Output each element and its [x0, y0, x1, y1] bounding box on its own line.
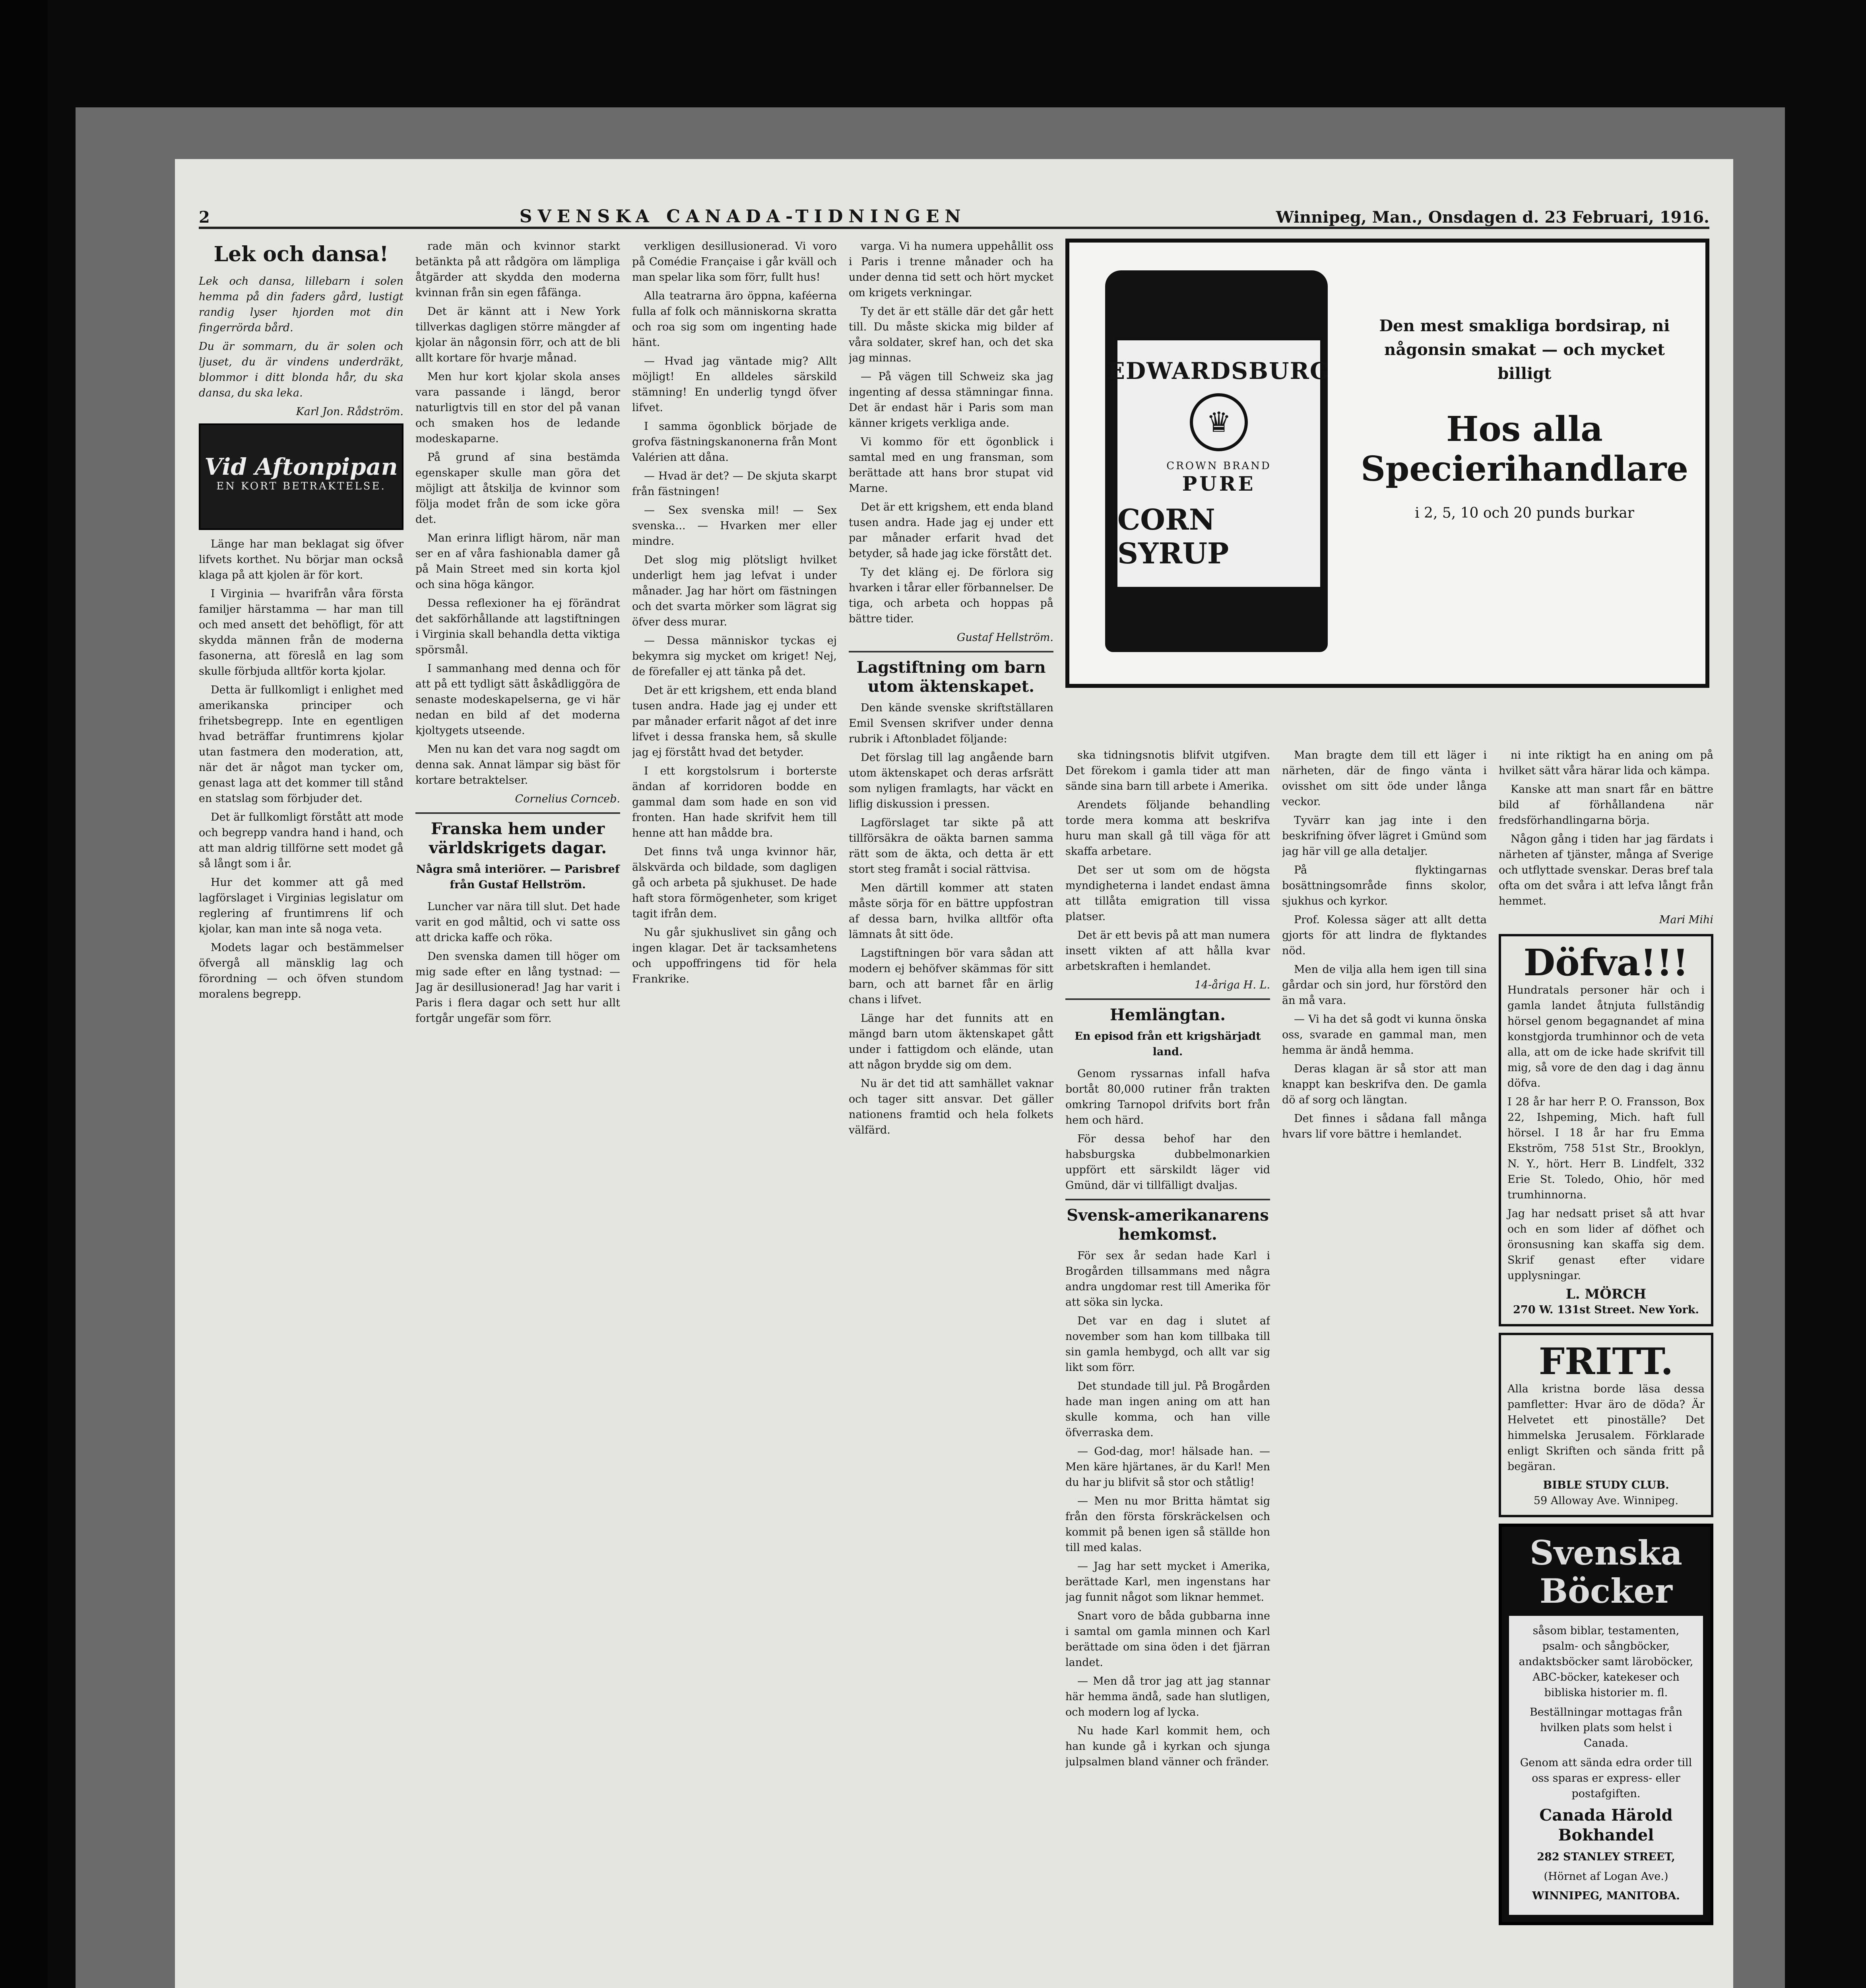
fritt-ad-body: Alla kristna borde läsa dessa pamfletter: Hvar äro de döda? Är Helvetet ett pinoställe? Det himmelska Jerusalem. Förklarade enligt Skriften och sända fritt på begäran.: [1507, 1383, 1705, 1473]
article-paragraph: Det finnes i sådana fall många hvars lif vore bättre i hemlandet.: [1282, 1112, 1487, 1140]
article-paragraph: — Men nu mor Britta hämtat sig från den första förskräckelsen och kommit på benen igen så ställde hon till med kalas.: [1065, 1495, 1270, 1554]
article-paragraph: — På vägen till Schweiz ska jag ingenting af dessa stämningar finna. Det är endast här i Paris som man känner krigets verkliga ande.: [849, 371, 1053, 429]
newspaper-title: SVENSKA CANADA-TIDNINGEN: [519, 206, 966, 227]
film-edge-left: [0, 0, 48, 1988]
article-paragraph: Man erinra lifligt härom, när man ser en af våra fashionabla damer gå på Main Street med sin korta kjol och sina höga kängor.: [415, 532, 620, 591]
column-6: [1282, 747, 1487, 1988]
article-paragraph: Luncher var nära till slut. Det hade varit en god måltid, och vi satte oss att dricka kaffe och röka.: [415, 901, 620, 944]
article-paragraph: Men därtill kommer att staten måste sörja för en bättre uppfostran af dessa barn, hvilka alltför ofta lämnats åt sitt öde.: [849, 882, 1053, 941]
article-paragraph: Deras klagan är så stor att man knappt kan beskrifva den. De gamla dö af sorg och längtan.: [1282, 1063, 1487, 1106]
article-signature: 14-åriga H. L.: [1194, 979, 1270, 991]
poem-line: Du är sommarn, du är solen och ljuset, du är vindens underdräkt, blommor i ditt blonda hår, du ska dansa, du ska leka.: [199, 340, 403, 399]
article-paragraph: ska tidningsnotis blifvit utgifven. Det förekom i gamla tider att man sände sina barn till arbete i Amerika.: [1065, 749, 1270, 792]
dateline: Winnipeg, Man., Onsdagen d. 23 Februari, 1916.: [1276, 208, 1709, 227]
books-ad-company: Canada Härold Bokhandel: [1539, 1806, 1673, 1844]
ad-tagline: Den mest smakliga bordsirap, ni någonsin smakat — och mycket billigt: [1379, 316, 1670, 383]
article-paragraph: Prof. Kolessa säger att allt detta gjorts för att lindra de flyktandes nöd.: [1282, 914, 1487, 957]
can-crown-text: CROWN BRAND: [1166, 460, 1271, 472]
article-subtitle: Några små interiörer. — Parisbref från Gustaf Hellström.: [416, 863, 620, 891]
article-paragraph: Det ser ut som om de högsta myndigheterna i landet endast ämna att tillåta emigration till vissa platser.: [1065, 864, 1270, 923]
article-paragraph: Ty det är ett ställe där det går hett till. Du måste skicka mig bilder af våra soldater, skref han, och det ska jag minnas.: [849, 305, 1053, 364]
article-paragraph: Genom ryssarnas infall hafva bortåt 80,000 rutiner från trakten omkring Tarnopol drifvits bort från hem och härd.: [1065, 1068, 1270, 1126]
article-paragraph: — Dessa människor tyckas ej bekymra sig mycket om kriget! Nej, de förefaller ej att tänka på det.: [632, 635, 837, 678]
article-signature: Mari Mihi: [1659, 914, 1713, 926]
dofva-ad-address: 270 W. 131st Street. New York.: [1513, 1304, 1699, 1316]
article-paragraph: — Hvad är det? — De skjuta skarpt från fästningen!: [632, 470, 837, 498]
poem-author: Karl Jon. Rådström.: [296, 406, 403, 418]
dofva-ad-title: Döfva!!!: [1523, 941, 1689, 984]
article-paragraph: I samma ögonblick började de grofva fästningskanonerna från Mont Valérien att dåna.: [632, 420, 837, 464]
article-paragraph: Men nu kan det vara nog sagdt om denna sak. Annat lämpar sig bäst för kortare betraktelser.: [415, 743, 620, 786]
article-paragraph: Det var en dag i slutet af november som han kom tillbaka till sin gamla hembygd, och allt var sig likt som förr.: [1065, 1315, 1270, 1374]
article-paragraph: rade män och kvinnor starkt betänkta på att rådgöra om lämpliga åtgärder att skydda den moderna kvinnan från sin egen fåfänga.: [415, 240, 620, 299]
article-paragraph: Kanske att man snart får en bättre bild af förhållandena när fredsförhandlingarna börja.: [1499, 783, 1713, 827]
article-paragraph: Ty det kläng ej. De förlora sig hvarken i tårar eller förbannelser. De tiga, och arbeta och hoppas på bättre tider.: [849, 566, 1053, 625]
article-paragraph: Nu går sjukhuslivet sin gång och ingen klagar. Det är tacksamhetens och uppoffringens tid för hela Frankrike.: [632, 926, 837, 985]
dofva-ad-closing: Jag har nedsatt priset så att hvar och en som lider af döfhet och öronsusning kan skaffa sig dem. Skrif genast efter vidare upplysningar.: [1507, 1208, 1705, 1282]
article-title: Hemlängtan.: [1110, 1006, 1226, 1024]
article-title: Svensk-amerikanarens hemkomst.: [1067, 1206, 1269, 1244]
article-paragraph: — Hvad jag väntade mig? Allt möjligt! En alldeles särskild stämning! En underlig tyngd öfver lifvet.: [632, 355, 837, 414]
corn-syrup-ad: [1065, 239, 1709, 688]
fritt-ad-title: FRITT.: [1538, 1340, 1674, 1383]
article-signature: Cornelius Cornceb.: [515, 793, 620, 805]
syrup-can-image: [1105, 270, 1331, 652]
article-subtitle: En episod från ett krigshärjadt land.: [1075, 1030, 1261, 1058]
article-paragraph: — Vi ha det så godt vi kunna önska oss, svarade en gammal man, men hemma är ändå hemma.: [1282, 1013, 1487, 1056]
article-paragraph: I Virginia — hvarifrån våra första familjer härstamma — har man till och med ansett det behöfligt, för att skydda männen från de moderna fasonerna, att föreslå en lag som skulle förbjuda alltför korta kjolar.: [199, 588, 403, 678]
aftonpipan-vignette: [199, 423, 403, 530]
article-paragraph: Lagförslaget tar sikte på att tillförsäkra de oäkta barnen samma rätt som de äkta, och detta är ett stort steg framåt i social rättvisa.: [849, 817, 1053, 876]
books-ad: [1499, 1524, 1713, 1925]
article-paragraph: Modets lagar och bestämmelser öfvergå all mänsklig lag och förordning — och öfven stundom moralens begrepp.: [199, 942, 403, 1000]
article-paragraph: Men hur kort kjolar skola anses vara passande i längd, beror naturligtvis till en stor del på vanan och smaken hos de ledande modeskaparne.: [415, 371, 620, 445]
column-4: [849, 239, 1053, 1988]
newspaper-page: [175, 159, 1733, 1988]
fritt-ad-club: BIBLE STUDY CLUB.: [1543, 1479, 1669, 1491]
can-brand: EDWARDSBURG: [1107, 357, 1331, 384]
article-paragraph: Det är fullkomligt förstått att mode och begrepp vandra hand i hand, och att man aldrig tillförne sett modet gå så långt som i år.: [199, 811, 403, 870]
article-paragraph: Detta är fullkomligt i enlighet med amerikanska principer och frihetsbegrepp. Inte en egentligen hvad beträffar fruntimrens kjolar utan fastmera den moderation, att, när det är något man tycker om, genast laga att det kommer till stånd en statslag som förbjuder det.: [199, 684, 403, 805]
article-paragraph: — Men då tror jag att jag stannar här hemma ändå, sade han slutligen, och modern log af lycka.: [1065, 1675, 1270, 1718]
article-paragraph: Tyvärr kan jag inte i den beskrifning öfver lägret i Gmünd som jag här vill ge alla detaljer.: [1282, 814, 1487, 858]
article-paragraph: På grund af sina bestämda egenskaper skulle man göra det möjligt att åtskilja de kvinnor som följa modet från de som icke göra det.: [415, 451, 620, 526]
article-paragraph: För sex år sedan hade Karl i Brogården tillsammans med några andra ungdomar rest till Amerika för att söka sin lycka.: [1065, 1250, 1270, 1309]
dofva-ad-name: L. MÖRCH: [1565, 1286, 1647, 1302]
article-paragraph: Lagstiftningen bör vara sådan att modern ej behöfver skämmas för sitt barn, och att barnet får en ärlig chans i lifvet.: [849, 947, 1053, 1006]
column-2: [415, 239, 620, 1988]
article-paragraph: I ett korgstolsrum i borterste ändan af korridoren bodde en gammal dam som hade en son vid fronten. Han hade skrifvit hem till henne att han mådde bra.: [632, 765, 837, 839]
article-paragraph: Den kände svenske skriftställaren Emil Svensen skrifver under denna rubrik i Aftonbladet följande:: [849, 702, 1053, 745]
article-paragraph: Någon gång i tiden har jag färdats i närheten af tjänster, många af Sverige och utflyttade svenskar. Deras bref tala ofta om det svåra i att lefva långt från hemmet.: [1499, 833, 1713, 907]
can-pure: PURE: [1182, 472, 1256, 495]
ad-sizes: i 2, 5, 10 och 20 punds burkar: [1415, 505, 1634, 521]
vignette-subtitle: EN KORT BETRAKTELSE.: [216, 480, 386, 492]
books-ad-street: 282 STANLEY STREET,: [1537, 1851, 1675, 1863]
column-1: [199, 239, 403, 1988]
article-paragraph: — Sex svenska mil! — Sex svenska... — Hvarken mer eller mindre.: [632, 504, 837, 547]
article-paragraph: Det förslag till lag angående barn utom äktenskapet och deras arfsrätt som nyligen framlagts, har väckt en liflig diskussion i pressen.: [849, 751, 1053, 810]
article-signature: Gustaf Hellström.: [956, 631, 1053, 644]
article-paragraph: varga. Vi ha numera uppehållit oss i Paris i trenne månader och ha under denna tid sett och hört mycket om krigets verkningar.: [849, 240, 1053, 299]
article-title: Lagstiftning om barn utom äktenskapet.: [856, 658, 1046, 696]
page-number: 2: [199, 208, 210, 227]
article-paragraph: Det slog mig plötsligt hvilket underligt hem jag lefvat i under månader. Jag har hört om fästningen och det svarta mörker som lägrat sig öfver dess murar.: [632, 554, 837, 628]
column-rule: [1065, 998, 1270, 1000]
article-paragraph: I sammanhang med denna och för att på ett tydligt sätt åskådliggöra de senaste modeskapelserna, ge vi här nedan en bild af det moderna kjoltygets utseende.: [415, 662, 620, 737]
books-ad-corner: (Hörnet af Logan Ave.): [1544, 1870, 1668, 1883]
article-paragraph: Alla teatrarna äro öppna, kaféerna fulla af folk och människorna skratta och roa sig som om ingenting hade hänt.: [632, 290, 837, 349]
article-paragraph: Det är ett krigshem, ett enda bland tusen andra. Hade jag ej under ett par månader erfarit något af det inre lifvet i dessa franska hem, så skulle jag ej förstått hvad det betyder.: [632, 684, 837, 759]
article-paragraph: På flyktingarnas bosättningsområde finns skolor, sjukhus och kyrkor.: [1282, 864, 1487, 907]
article-paragraph: Arendets följande behandling torde mera komma att beskrifva huru man skall gå till väga för att skaffa arbetare.: [1065, 799, 1270, 858]
article-paragraph: Men de vilja alla hem igen till sina gårdar och sin jord, hur förstörd den än må vara.: [1282, 963, 1487, 1007]
dofva-ad-body: Hundratals personer här och i gamla landet åtnjuta fullständig hörsel genom begagnandet af mina konstgjorda trumhinnor och de veta alla, att om de icke hade skrifvit till mig, så vore de den dag i dag ännu döfva.: [1507, 984, 1705, 1089]
article-paragraph: Det är ett krigshem, ett enda bland tusen andra. Hade jag ej under ett par månader erfarit hvad det betyder, så hade jag icke förstått det.: [849, 501, 1053, 560]
ad-copy: [1356, 314, 1693, 521]
dofva-ad-testimonials: I 28 år har herr P. O. Fransson, Box 22, Ishpeming, Mich. haft full hörsel. I 18 år har fru Emma Ekström, 758 51st Str., Brooklyn, N. Y., hört. Herr B. Lindfelt, 332 Erie St. Toledo, Ohio, hör med trumhinnorna.: [1507, 1096, 1705, 1201]
article-paragraph: Det stundade till jul. På Brogården hade man ingen aning om att han skulle komma, och han ville öfverraska dem.: [1065, 1380, 1270, 1439]
article-paragraph: Dessa reflexioner ha ej förändrat det sakförhållande att lagstiftningen i Virginia skall behandla detta viktiga spörsmål.: [415, 597, 620, 656]
books-ad-order: Beställningar mottagas från hvilken plats som helst i Canada.: [1529, 1706, 1683, 1749]
article-paragraph: Nu hade Karl kommit hem, och han kunde gå i kyrkan och sjunga julpsalmen bland vänner och fränder.: [1065, 1725, 1270, 1768]
article-paragraph: Man bragte dem till ett läger i närheten, där de fingo vänta i ovisshet om sitt öde under långa veckor.: [1282, 749, 1487, 808]
poem: [199, 274, 403, 401]
article-paragraph: Snart voro de båda gubbarna inne i samtal om gamla minnen och Karl berättade om sina öden i det fjärran landet.: [1065, 1610, 1270, 1669]
article-paragraph: Vi kommo för ett ögonblick i samtal med en ung fransman, som berättade att hans bror stupat vid Marne.: [849, 436, 1053, 495]
fritt-ad-address: 59 Alloway Ave. Winnipeg.: [1533, 1495, 1679, 1507]
column-3: [632, 239, 837, 1988]
books-ad-title: Svenska Böcker: [1530, 1533, 1682, 1611]
article-paragraph: — Jag har sett mycket i Amerika, berättade Karl, men ingenstans har jag funnit något som liknar hemmet.: [1065, 1560, 1270, 1604]
article-paragraph: Det finns två unga kvinnor här, älskvärda och bildade, som dagligen gå och arbeta på sjukhuset. De hade haft stora förmögenheter, som kriget tagit ifrån dem.: [632, 846, 837, 920]
article-paragraph: Den svenska damen till höger om mig sade efter en lång tystnad: — Jag är desillusionerad! Jag har varit i Paris i flera dagar och sett hur allt fortgår ungefär som förr.: [415, 950, 620, 1025]
poem-line: Lek och dansa, lillebarn i solen hemma på din faders gård, lustigt randig lyser hjorden mot din fingerrörda bård.: [199, 275, 403, 334]
article-title: Franska hem under världskrigets dagar.: [429, 819, 607, 857]
poem-title: Lek och dansa!: [213, 242, 389, 266]
can-label: [1107, 338, 1331, 589]
article-paragraph: verkligen desillusionerad. Vi voro på Comédie Française i går kväll och man spelar lika som förr, fullt hus!: [632, 240, 837, 283]
ad-sold-at: Hos alla Specierihandlare: [1360, 409, 1688, 489]
crown-icon: ♛: [1190, 393, 1248, 451]
fritt-ad: [1499, 1333, 1713, 1517]
books-ad-details: [1509, 1616, 1703, 1915]
masthead: [199, 195, 1709, 229]
article-paragraph: Nu är det tid att samhället vaknar och tager sitt ansvar. Det gäller nationens framtid och hela folkets välfärd.: [849, 1077, 1053, 1136]
article-paragraph: Det är kännt att i New York tillverkas dagligen större mängder af kjolar än någonsin förr, och att de bli allt kortare för hvarje månad.: [415, 305, 620, 364]
column-rule: [1065, 1199, 1270, 1200]
article-paragraph: — God-dag, mor! hälsade han. — Men käre hjärtanes, är du Karl! Men du har ju blifvit så stor och ståtlig!: [1065, 1445, 1270, 1489]
article-paragraph: Det är ett bevis på att man numera insett vikten af att hålla kvar arbetskraften i hemlandet.: [1065, 929, 1270, 973]
column-5: [1065, 747, 1270, 1988]
vignette-title: Vid Aftonpipan: [204, 453, 398, 480]
books-ad-city: WINNIPEG, MANITOBA.: [1532, 1890, 1680, 1902]
can-product: CORN SYRUP: [1117, 502, 1229, 570]
article-paragraph: ni inte riktigt ha en aning om på hvilket sätt våra härar lida och kämpa.: [1499, 749, 1713, 777]
dofva-ad: [1499, 934, 1713, 1326]
column-rule: [849, 651, 1053, 652]
article-paragraph: För dessa behof har den habsburgska dubbelmonarkien uppfört ett särskildt läger vid Gmünd, där vi tillfälligt dvaljas.: [1065, 1133, 1270, 1192]
article-paragraph: Hur det kommer att gå med lagförslaget i Virginias legislatur om reglering af fruntimrens lif och kjolar, kan man inte så noga veta.: [199, 876, 403, 935]
article-paragraph: Länge har det funnits att en mängd barn utom äktenskapet gått under i fattigdom och elände, utan att någon brydde sig om dem.: [849, 1012, 1053, 1071]
article-paragraph: Länge har man beklagat sig öfver lifvets korthet. Nu börjar man också klaga på att kjolen är för kort.: [199, 538, 403, 581]
column-rule: [415, 812, 620, 814]
column-7: [1499, 747, 1713, 1988]
books-ad-note: Genom att sända edra order till oss sparas er express- eller postafgiften.: [1520, 1757, 1692, 1800]
books-ad-body: såsom biblar, testamenten, psalm- och sångböcker, andaktsböcker samt läroböcker, ABC-böcker, katekeser och bibliska historier m. fl.: [1519, 1625, 1693, 1699]
